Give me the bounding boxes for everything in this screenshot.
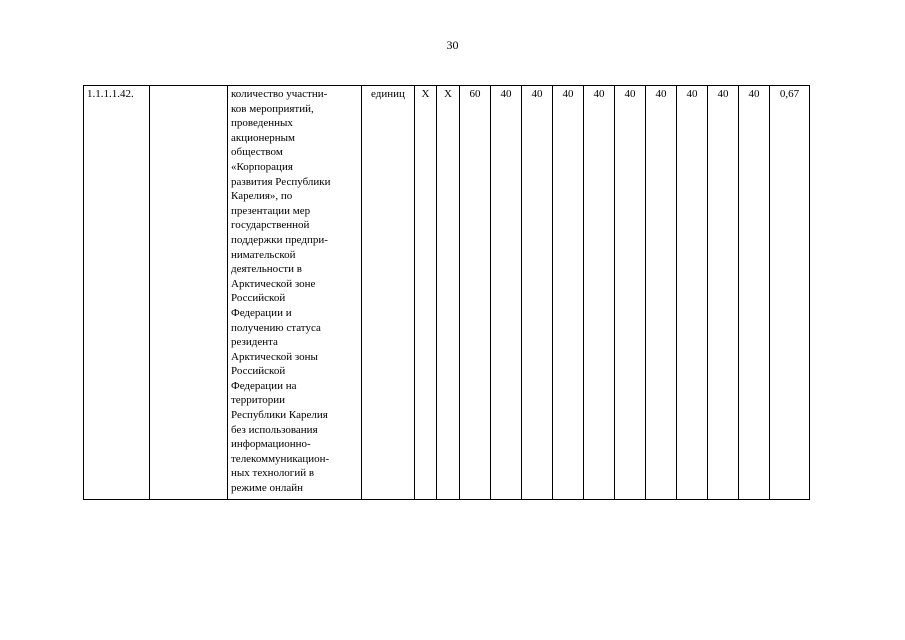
description-line: телекоммуникацион-: [231, 452, 330, 465]
description-line: Арктической зоны: [231, 350, 318, 363]
value-cell-13: 0,67: [770, 86, 810, 500]
description-line: Карелия», по: [231, 190, 293, 203]
unit-cell: единиц: [362, 86, 415, 500]
description-line: проведенных: [231, 117, 293, 130]
value-cell-8: 40: [615, 86, 646, 500]
description-line: развития Республики: [231, 175, 331, 188]
value-cell-1: X: [415, 86, 437, 500]
value-cell-12: 40: [739, 86, 770, 500]
value-cell-3: 60: [460, 86, 491, 500]
description-line: информационно-: [231, 438, 311, 451]
description-line: обществом: [231, 146, 283, 159]
description-line: Федерации на: [231, 379, 297, 392]
value-cell-5: 40: [522, 86, 553, 500]
value-cell-6: 40: [553, 86, 584, 500]
indicator-table: [83, 85, 810, 500]
value-cell-4: 40: [491, 86, 522, 500]
value-cell-9: 40: [646, 86, 677, 500]
value-cell-2: X: [437, 86, 460, 500]
table-row: [84, 86, 810, 500]
value-cell-11: 40: [708, 86, 739, 500]
description-line: территории: [231, 394, 286, 407]
description-line: ков мероприятий,: [231, 102, 314, 115]
indicator-description-cell: [228, 86, 362, 500]
description-line: Арктической зоне: [231, 277, 316, 290]
row-code-cell: 1.1.1.1.42.: [84, 86, 150, 500]
description-line: «Корпорация: [231, 160, 293, 173]
description-line: нимательской: [231, 248, 296, 261]
value-cell-10: 40: [677, 86, 708, 500]
value-cell-7: 40: [584, 86, 615, 500]
empty-cell: [150, 86, 228, 500]
description-line: Российской: [231, 365, 286, 378]
description-line: деятельности в: [231, 263, 302, 276]
description-line: ных технологий в: [231, 467, 315, 480]
description-line: получению статуса: [231, 321, 321, 334]
description-line: резидента: [231, 336, 278, 349]
description-line: Российской: [231, 292, 286, 305]
description-line: количество участни-: [231, 88, 328, 100]
description-line: Федерации и: [231, 306, 292, 319]
description-line: акционерным: [231, 131, 296, 144]
description-line: поддержки предпри-: [231, 233, 328, 246]
description-line: режиме онлайн: [231, 482, 303, 495]
description-line: государственной: [231, 219, 310, 232]
description-line: презентации мер: [231, 204, 311, 217]
page-number: 30: [446, 38, 459, 52]
description-line: Республики Карелия: [231, 409, 328, 422]
description-line: без использования: [231, 423, 318, 436]
